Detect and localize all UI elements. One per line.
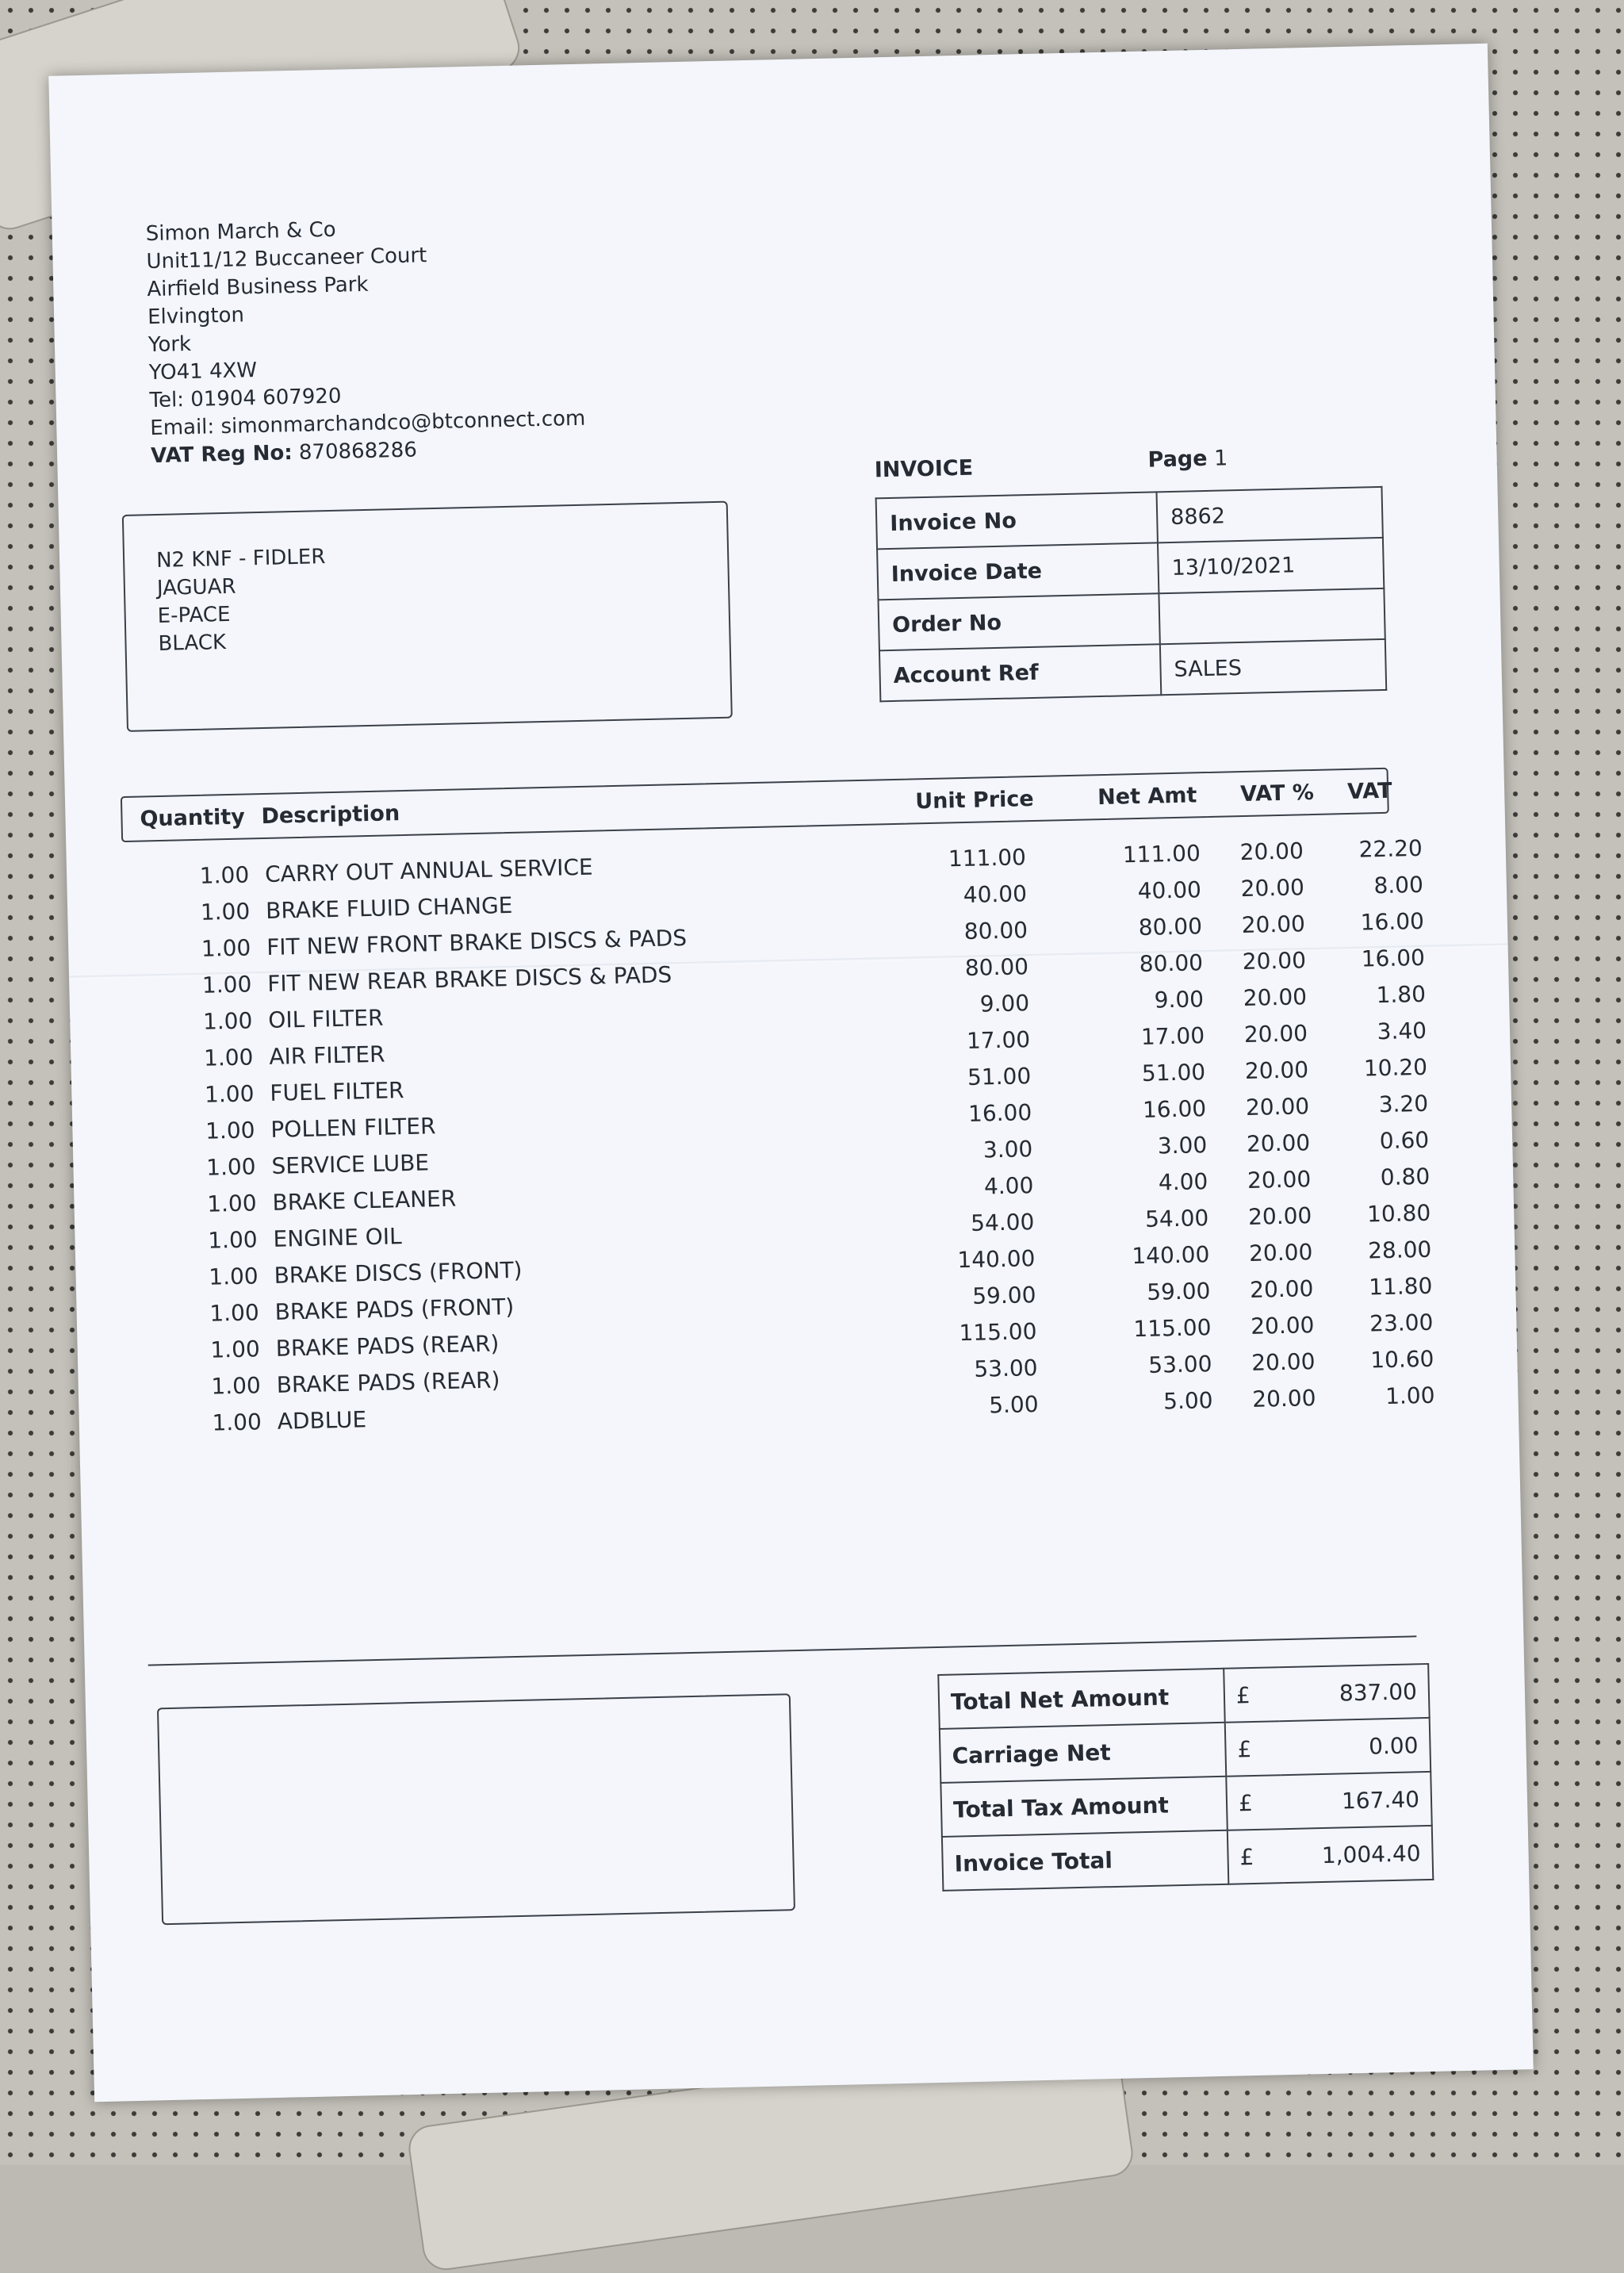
- line-vat: 23.00: [1369, 1309, 1434, 1337]
- line-vat-percent: 20.00: [1244, 1056, 1309, 1085]
- line-net-amount: 9.00: [1154, 986, 1205, 1014]
- line-vat-percent: 20.00: [1251, 1348, 1316, 1376]
- line-unit-price: 5.00: [988, 1391, 1039, 1419]
- line-description: FIT NEW FRONT BRAKE DISCS & PADS: [266, 924, 688, 960]
- line-unit-price: 111.00: [948, 844, 1027, 872]
- header-net-amt: Net Amt: [1097, 783, 1197, 811]
- line-vat-percent: 20.00: [1240, 874, 1305, 903]
- info-row: [879, 639, 1386, 701]
- line-vat: 16.00: [1360, 907, 1425, 936]
- address-line: YO41 4XW: [148, 358, 258, 385]
- line-description: POLLEN FILTER: [270, 1113, 436, 1143]
- address-line: Airfield Business Park: [147, 272, 369, 302]
- line-vat-percent: 20.00: [1247, 1166, 1312, 1194]
- line-net-amount: 111.00: [1122, 840, 1201, 868]
- line-quantity: 1.00: [202, 1007, 253, 1035]
- line-vat: 0.60: [1379, 1126, 1430, 1155]
- company-address-block: [145, 211, 586, 470]
- company-name: Simon March & Co: [145, 217, 336, 247]
- address-line: Unit11/12 Buccaneer Court: [146, 243, 427, 274]
- telephone-number: 01904 607920: [190, 384, 342, 412]
- totals-label: Carriage Net: [940, 1723, 1226, 1783]
- line-vat-percent: 20.00: [1245, 1093, 1310, 1121]
- items-table-body: [122, 831, 1435, 1443]
- line-unit-price: 16.00: [967, 1099, 1032, 1127]
- invoice-title: INVOICE: [874, 455, 974, 483]
- info-label: Order No: [879, 593, 1160, 650]
- line-vat: 0.80: [1380, 1163, 1431, 1191]
- line-net-amount: 4.00: [1158, 1168, 1208, 1196]
- line-vat-percent: 20.00: [1248, 1239, 1313, 1267]
- line-vat: 16.00: [1361, 944, 1426, 972]
- line-vat-percent: 20.00: [1246, 1129, 1311, 1157]
- line-quantity: 1.00: [201, 971, 252, 999]
- line-net-amount: 140.00: [1131, 1241, 1210, 1270]
- totals-row: [942, 1826, 1433, 1891]
- header-description: Description: [261, 801, 400, 830]
- line-quantity: 1.00: [208, 1263, 259, 1290]
- line-description: CARRY OUT ANNUAL SERVICE: [264, 853, 594, 887]
- line-description: AIR FILTER: [269, 1041, 385, 1070]
- line-unit-price: 53.00: [973, 1355, 1038, 1382]
- line-quantity: 1.00: [206, 1190, 257, 1217]
- line-vat-percent: 20.00: [1243, 1020, 1308, 1048]
- line-description: BRAKE PADS (FRONT): [274, 1294, 515, 1325]
- line-quantity: 1.00: [211, 1372, 262, 1400]
- currency-symbol: £: [1228, 1829, 1284, 1884]
- totals-label: Total Net Amount: [938, 1669, 1224, 1729]
- email-address: simonmarchandco@btconnect.com: [220, 406, 586, 439]
- info-value: [1159, 588, 1385, 644]
- line-vat-percent: 20.00: [1242, 947, 1307, 976]
- line-description: BRAKE FLUID CHANGE: [265, 891, 513, 924]
- line-description: BRAKE DISCS (FRONT): [274, 1256, 523, 1289]
- line-net-amount: 53.00: [1147, 1351, 1212, 1378]
- line-unit-price: 3.00: [982, 1136, 1033, 1163]
- totals-label: Total Tax Amount: [940, 1777, 1227, 1837]
- line-unit-price: 54.00: [970, 1209, 1035, 1236]
- line-unit-price: 40.00: [963, 880, 1028, 909]
- address-line: York: [147, 332, 192, 358]
- line-vat: 1.00: [1385, 1382, 1435, 1410]
- line-description: OIL FILTER: [267, 1004, 384, 1033]
- line-quantity: 1.00: [210, 1336, 261, 1363]
- line-quantity: 1.00: [201, 934, 251, 962]
- totals-label: Invoice Total: [942, 1830, 1228, 1891]
- line-vat-percent: 20.00: [1243, 983, 1308, 1012]
- currency-symbol: £: [1225, 1721, 1281, 1777]
- line-unit-price: 59.00: [971, 1282, 1036, 1309]
- line-vat: 3.40: [1377, 1017, 1427, 1045]
- line-net-amount: 40.00: [1137, 876, 1202, 905]
- line-vat: 8.00: [1373, 871, 1424, 899]
- line-quantity: 1.00: [200, 898, 251, 926]
- line-quantity: 1.00: [205, 1117, 255, 1144]
- totals-table: [937, 1663, 1434, 1892]
- page-label: Page: [1147, 446, 1208, 473]
- currency-symbol: £: [1226, 1775, 1282, 1830]
- info-label: Invoice Date: [877, 542, 1159, 600]
- line-net-amount: 5.00: [1162, 1387, 1213, 1415]
- line-quantity: 1.00: [209, 1299, 260, 1327]
- line-net-amount: 17.00: [1140, 1022, 1205, 1050]
- info-value: 13/10/2021: [1158, 538, 1384, 593]
- page-indicator: [1147, 446, 1228, 472]
- totals-amount: 0.00: [1280, 1718, 1431, 1775]
- vat-reg-label: VAT Reg No:: [150, 441, 293, 469]
- items-table-header: [121, 768, 1392, 842]
- line-unit-price: 80.00: [963, 917, 1028, 945]
- line-net-amount: 54.00: [1144, 1205, 1209, 1232]
- totals-amount: 1,004.40: [1282, 1826, 1433, 1883]
- line-unit-price: 9.00: [979, 990, 1030, 1018]
- notes-box: [157, 1693, 795, 1925]
- customer-line: E-PACE: [157, 602, 231, 628]
- currency-symbol: £: [1224, 1667, 1280, 1723]
- line-vat-percent: 20.00: [1239, 838, 1304, 866]
- footer-rule: [148, 1635, 1417, 1665]
- line-vat-percent: 20.00: [1247, 1202, 1312, 1230]
- line-description: ENGINE OIL: [273, 1223, 402, 1252]
- line-vat-percent: 20.00: [1241, 910, 1306, 939]
- line-quantity: 1.00: [207, 1226, 258, 1254]
- header-unit-price: Unit Price: [914, 786, 1034, 815]
- line-description: BRAKE PADS (REAR): [275, 1330, 500, 1362]
- line-vat: 1.80: [1376, 980, 1427, 1009]
- line-quantity: 1.00: [204, 1080, 255, 1108]
- line-unit-price: 51.00: [967, 1063, 1032, 1091]
- totals-amount: 837.00: [1278, 1664, 1429, 1721]
- line-unit-price: 80.00: [964, 953, 1029, 981]
- line-description: BRAKE CLEANER: [272, 1185, 457, 1216]
- email-label: Email:: [150, 415, 215, 441]
- address-line: Elvington: [147, 303, 245, 330]
- line-quantity: 1.00: [205, 1153, 256, 1181]
- customer-line: BLACK: [158, 631, 227, 656]
- line-net-amount: 16.00: [1142, 1095, 1207, 1123]
- header-vat-percent: VAT %: [1239, 780, 1315, 807]
- line-quantity: 1.00: [212, 1409, 262, 1436]
- line-unit-price: 115.00: [959, 1318, 1037, 1347]
- info-label: Invoice No: [876, 492, 1158, 549]
- line-unit-price: 17.00: [966, 1026, 1031, 1054]
- header-quantity: Quantity: [140, 804, 246, 832]
- invoice-paper: [48, 44, 1533, 2102]
- line-description: ADBLUE: [277, 1406, 367, 1435]
- header-vat: VAT: [1346, 778, 1392, 804]
- info-value: 8862: [1157, 487, 1383, 542]
- line-net-amount: 80.00: [1139, 949, 1204, 977]
- page-number: 1: [1213, 446, 1228, 471]
- customer-line: N2 KNF - FIDLER: [155, 545, 326, 573]
- line-quantity: 1.00: [203, 1044, 254, 1071]
- info-value: SALES: [1160, 639, 1386, 695]
- line-vat-percent: 20.00: [1250, 1312, 1315, 1340]
- line-description: BRAKE PADS (REAR): [276, 1366, 500, 1398]
- line-net-amount: 3.00: [1157, 1132, 1208, 1159]
- line-vat: 22.20: [1358, 834, 1423, 863]
- line-unit-price: 4.00: [983, 1172, 1034, 1200]
- info-label: Account Ref: [879, 644, 1161, 701]
- line-vat: 3.20: [1378, 1090, 1429, 1118]
- telephone-label: Tel:: [149, 388, 185, 413]
- line-net-amount: 59.00: [1146, 1278, 1211, 1305]
- invoice-info-table: [875, 486, 1388, 702]
- customer-line: JAGUAR: [156, 574, 236, 600]
- line-description: FIT NEW REAR BRAKE DISCS & PADS: [266, 961, 672, 997]
- line-vat-percent: 20.00: [1251, 1385, 1316, 1412]
- line-vat-percent: 20.00: [1249, 1275, 1314, 1303]
- line-net-amount: 115.00: [1133, 1314, 1212, 1343]
- line-unit-price: 140.00: [957, 1245, 1036, 1274]
- line-vat: 10.20: [1363, 1053, 1428, 1082]
- line-vat: 10.60: [1369, 1345, 1434, 1374]
- line-vat: 28.00: [1367, 1236, 1432, 1264]
- totals-amount: 167.40: [1281, 1772, 1431, 1829]
- line-vat: 11.80: [1368, 1272, 1433, 1301]
- line-description: SERVICE LUBE: [271, 1149, 430, 1179]
- line-description: FUEL FILTER: [270, 1077, 404, 1106]
- vat-reg-number: 870868286: [298, 438, 418, 465]
- line-vat: 10.80: [1366, 1199, 1431, 1228]
- customer-box: [122, 501, 733, 732]
- line-net-amount: 80.00: [1138, 913, 1203, 941]
- line-net-amount: 51.00: [1141, 1059, 1206, 1087]
- line-quantity: 1.00: [199, 861, 250, 889]
